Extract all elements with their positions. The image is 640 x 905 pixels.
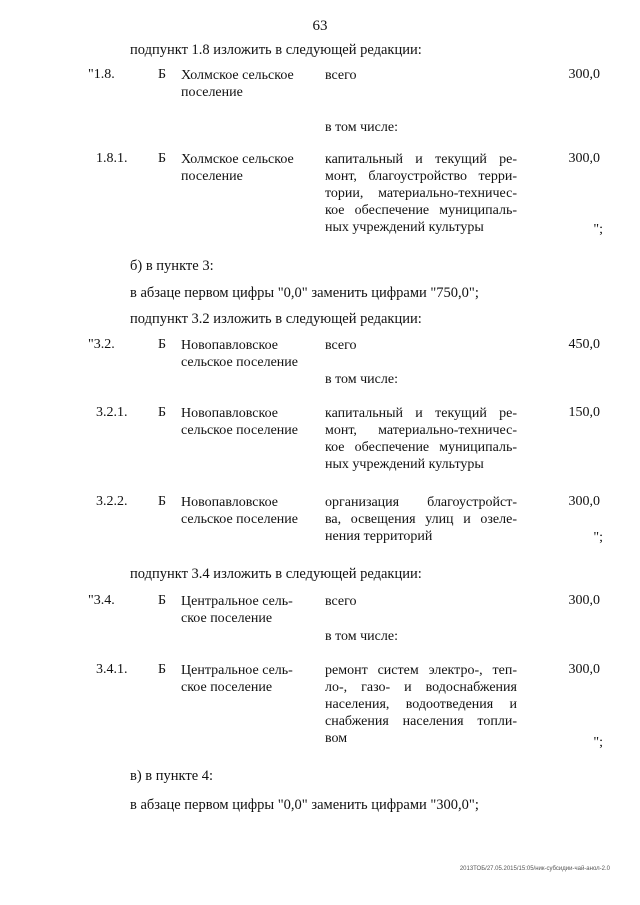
instruction-paragraph: в абзаце первом цифры "0,0" заменить цифрами "300,0"; [130,797,479,813]
instruction-paragraph: подпункт 3.4 изложить в следующей редакции: [130,566,422,582]
municipality-name: Центральное сель- ское поселение [181,663,293,695]
row-amount: 300,0 [568,494,600,509]
row-number: "3.4. [88,593,115,608]
municipality-name: Новопавловское сельское поселение [181,338,298,370]
quote-closer: "; [593,735,603,750]
category-code: Б [158,662,167,677]
row-number: "3.2. [88,337,115,352]
row-subtitle: в том числе: [325,372,398,387]
row-number: 3.4.1. [96,662,128,677]
instruction-paragraph: подпункт 1.8 изложить в следующей редакции: [130,42,422,58]
quote-closer: "; [593,530,603,545]
row-description: организация благоустройст- ва, освещения улиц и озеле- нения территорий [325,495,517,544]
row-number: 3.2.2. [96,494,128,509]
row-amount: 300,0 [568,593,600,608]
category-code: Б [158,67,167,82]
quote-closer: "; [593,222,603,237]
row-number: 3.2.1. [96,405,128,420]
instruction-paragraph: в) в пункте 4: [130,768,214,784]
municipality-name: Центральное сель- ское поселение [181,594,293,626]
row-amount: 300,0 [568,662,600,677]
document-footer-code: 2013ТОБ/27.05.2015/15:05/ник-субсидии-чай-анол-2.0 [459,866,610,872]
row-description: капитальный и текущий ре- монт, материально-техничес- кое обеспечение муниципаль- ных учреждений культуры [325,406,517,472]
category-code: Б [158,337,167,352]
row-subtitle: в том числе: [325,120,398,135]
row-number: 1.8.1. [96,151,128,166]
row-subtitle: в том числе: [325,629,398,644]
category-code: Б [158,593,167,608]
category-code: Б [158,151,167,166]
category-code: Б [158,494,167,509]
municipality-name: Холмское сельское поселение [181,152,294,184]
row-amount: 300,0 [568,67,600,82]
row-number: "1.8. [88,67,115,82]
row-description: капитальный и текущий ре- монт, благоустройство терри- тории, материально-техничес- кое обеспечение муниципаль- ных учреждений культуры [325,152,517,235]
row-description: ремонт систем электро-, теп- ло-, газо- и водоснабжения населения, водоотведения и снабжения населения топли- вом [325,663,517,746]
row-description: всего [325,594,357,609]
municipality-name: Новопавловское сельское поселение [181,495,298,527]
row-description: всего [325,338,357,353]
page-number: 63 [312,18,328,34]
instruction-paragraph: в абзаце первом цифры "0,0" заменить цифрами "750,0"; [130,285,479,301]
row-description: всего [325,68,357,83]
municipality-name: Холмское сельское поселение [181,68,294,100]
row-amount: 300,0 [568,151,600,166]
instruction-paragraph: подпункт 3.2 изложить в следующей редакции: [130,311,422,327]
municipality-name: Новопавловское сельское поселение [181,406,298,438]
instruction-paragraph: б) в пункте 3: [130,258,214,274]
row-amount: 150,0 [568,405,600,420]
row-amount: 450,0 [568,337,600,352]
category-code: Б [158,405,167,420]
